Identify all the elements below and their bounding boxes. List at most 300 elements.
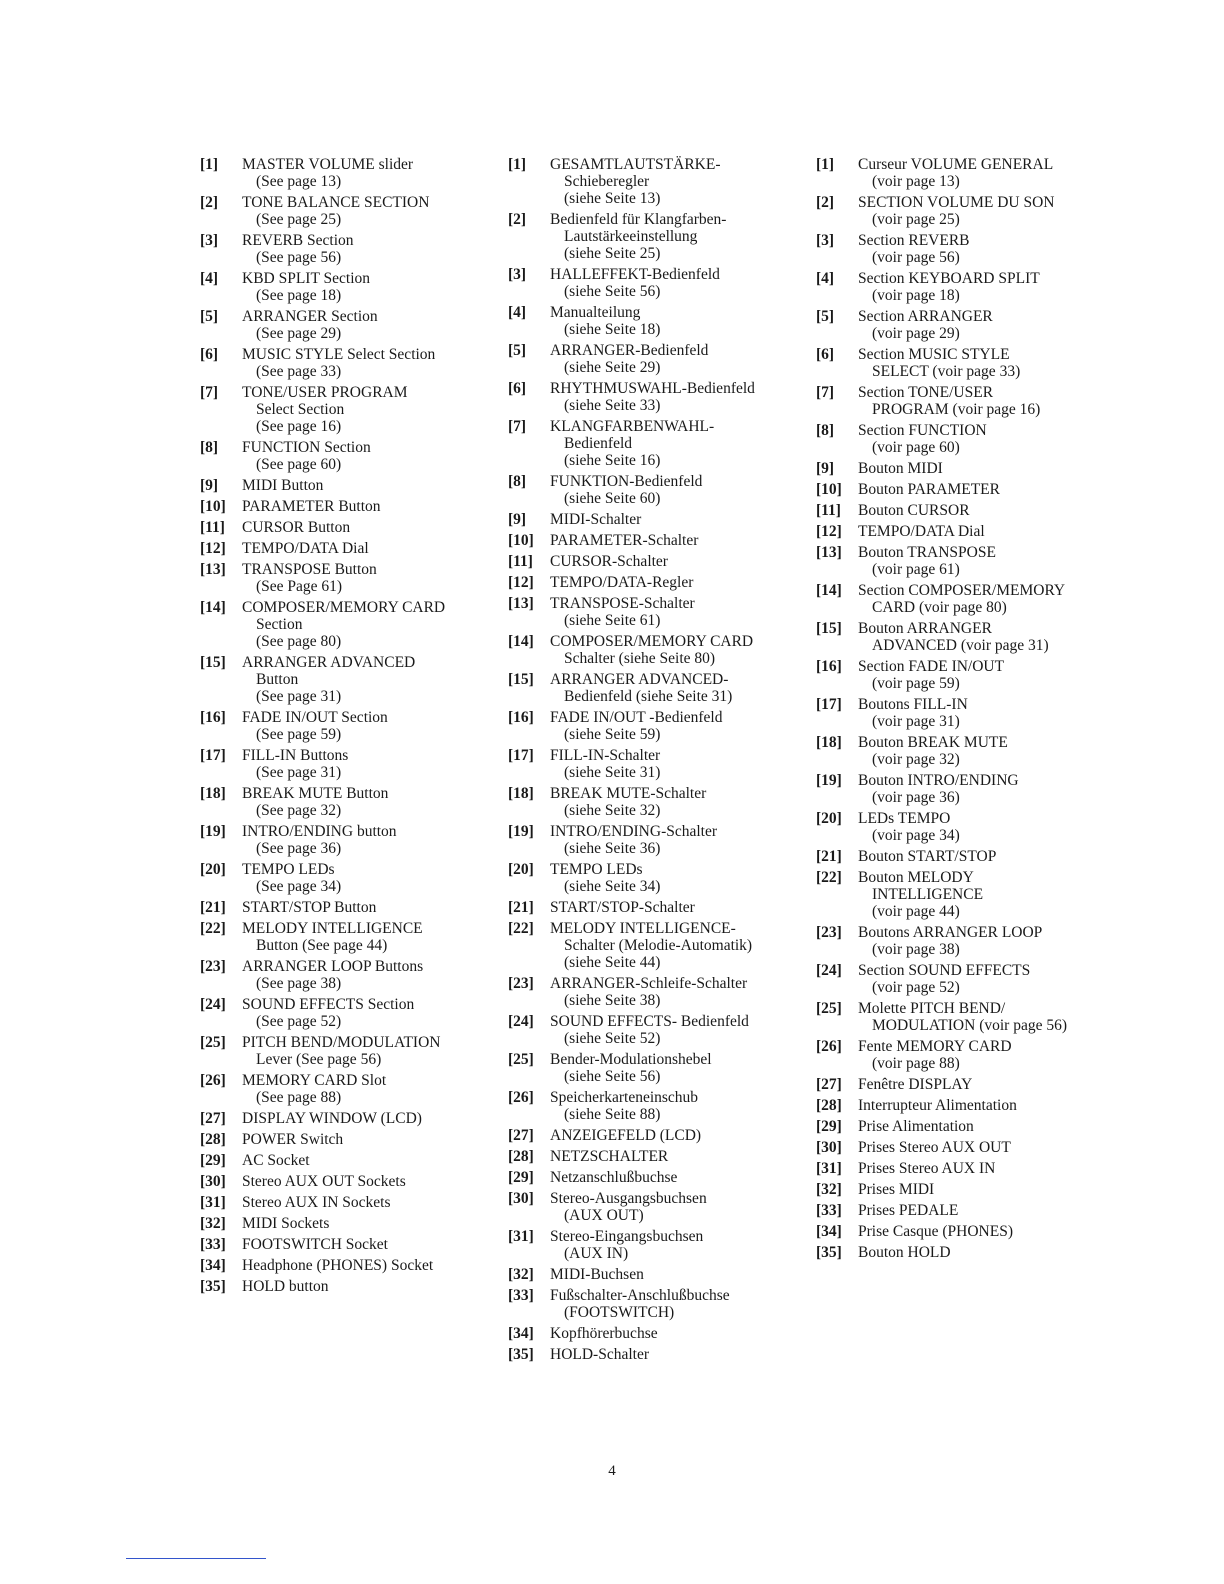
item-label: SOUND EFFECTS Section [242,996,415,1013]
item-number: [1] [200,156,219,173]
item-detail: SELECT (voir page 33) [872,363,1021,380]
list-item [508,266,798,300]
item-number: [4] [816,270,835,287]
list-item [200,156,490,190]
item-label: FADE IN/OUT -Bedienfeld [550,709,723,726]
item-detail: (siehe Seite 13) [564,190,661,207]
item-detail: (siehe Seite 31) [564,764,661,781]
item-label: HOLD button [242,1278,329,1295]
item-label: FILL-IN Buttons [242,747,349,764]
item-label: AC Socket [242,1152,310,1169]
item-label: Bouton CURSOR [858,502,970,519]
item-detail: Bedienfeld [564,435,633,452]
item-label: HOLD-Schalter [550,1346,649,1363]
item-label: TONE/USER PROGRAM [242,384,408,401]
list-item [816,1000,1106,1034]
item-detail: (See page 88) [256,1089,342,1106]
list-item [200,1236,490,1253]
list-item [200,439,490,473]
list-item [200,1152,490,1169]
item-label: Bouton ARRANGER [858,620,992,637]
item-number: [26] [200,1072,226,1089]
german-parts-list [508,156,798,1367]
list-item [508,304,798,338]
item-number: [6] [200,346,219,363]
item-label: Prise Alimentation [858,1118,974,1135]
item-detail: (See page 25) [256,211,342,228]
item-detail: Bedienfeld (siehe Seite 31) [564,688,733,705]
item-number: [24] [200,996,226,1013]
item-number: [2] [508,211,527,228]
item-label: Stereo AUX OUT Sockets [242,1173,406,1190]
item-label: Section MUSIC STYLE [858,346,1010,363]
item-detail: Select Section [256,401,345,418]
item-number: [8] [508,473,527,490]
item-label: ARRANGER LOOP Buttons [242,958,424,975]
list-item [816,523,1106,540]
list-item [816,869,1106,920]
item-label: Bouton MIDI [858,460,943,477]
item-number: [22] [816,869,842,886]
item-label: Netzanschlußbuchse [550,1169,678,1186]
list-item [816,658,1106,692]
item-number: [29] [200,1152,226,1169]
item-number: [34] [816,1223,842,1240]
item-number: [31] [816,1160,842,1177]
item-number: [12] [200,540,226,557]
item-label: Section FADE IN/OUT [858,658,1005,675]
item-number: [5] [816,308,835,325]
item-detail: (voir page 61) [872,561,960,578]
list-item [508,1228,798,1262]
item-label: MIDI-Buchsen [550,1266,644,1283]
item-number: [32] [816,1181,842,1198]
item-detail: (voir page 52) [872,979,960,996]
list-item [508,1190,798,1224]
item-number: [22] [508,920,534,937]
list-item [200,519,490,536]
item-label: TEMPO/DATA Dial [858,523,985,540]
item-detail: (siehe Seite 32) [564,802,661,819]
item-label: Boutons FILL-IN [858,696,968,713]
item-detail: (AUX OUT) [564,1207,644,1224]
item-detail: Button [256,671,299,688]
item-label: Boutons ARRANGER LOOP [858,924,1043,941]
item-label: Manualteilung [550,304,641,321]
item-number: [23] [200,958,226,975]
item-number: [32] [200,1215,226,1232]
item-label: CURSOR Button [242,519,351,536]
item-label: Bouton INTRO/ENDING [858,772,1019,789]
item-number: [15] [200,654,226,671]
item-label: GESAMTLAUTSTÄRKE- [550,156,721,173]
item-detail: (See page 31) [256,764,342,781]
item-detail: Schieberegler [564,173,650,190]
item-number: [27] [200,1110,226,1127]
list-item [816,924,1106,958]
item-number: [10] [200,498,226,515]
item-detail: Button (See page 44) [256,937,388,954]
item-label: MIDI Button [242,477,324,494]
item-number: [2] [200,194,219,211]
list-item [200,1173,490,1190]
item-number: [8] [200,439,219,456]
list-item [508,473,798,507]
item-label: REVERB Section [242,232,354,249]
item-label: SECTION VOLUME DU SON [858,194,1055,211]
item-label: MASTER VOLUME slider [242,156,414,173]
item-number: [6] [508,380,527,397]
item-number: [8] [816,422,835,439]
item-number: [9] [816,460,835,477]
item-label: Section ARRANGER [858,308,993,325]
list-item [816,1223,1106,1240]
item-number: [23] [816,924,842,941]
item-detail: Lever (See page 56) [256,1051,382,1068]
list-item [508,595,798,629]
item-number: [11] [816,502,841,519]
item-number: [25] [816,1000,842,1017]
item-label: Interrupteur Alimentation [858,1097,1017,1114]
item-label: CURSOR-Schalter [550,553,668,570]
list-item [816,1181,1106,1198]
item-detail: (voir page 31) [872,713,960,730]
item-label: ARRANGER-Schleife-Schalter [550,975,748,992]
item-detail: (See page 34) [256,878,342,895]
item-label: MEMORY CARD Slot [242,1072,387,1089]
item-number: [21] [200,899,226,916]
list-item [508,418,798,469]
item-label: Stereo-Eingangsbuchsen [550,1228,704,1245]
item-number: [34] [200,1257,226,1274]
item-label: TEMPO LEDs [550,861,643,878]
item-detail: (See page 36) [256,840,342,857]
item-detail: (voir page 56) [872,249,960,266]
item-detail: (See page 29) [256,325,342,342]
item-label: MIDI-Schalter [550,511,642,528]
item-detail: (siehe Seite 56) [564,1068,661,1085]
list-item [508,747,798,781]
item-detail: (siehe Seite 25) [564,245,661,262]
list-item [200,1215,490,1232]
list-item [508,709,798,743]
item-detail: (siehe Seite 29) [564,359,661,376]
item-number: [4] [508,304,527,321]
item-label: TEMPO/DATA-Regler [550,574,694,591]
item-label: KLANGFARBENWAHL- [550,418,715,435]
item-label: Stereo-Ausgangsbuchsen [550,1190,707,1207]
list-item [200,996,490,1030]
item-label: Molette PITCH BEND/ [858,1000,1006,1017]
list-item [200,785,490,819]
list-item [200,599,490,650]
item-detail: (siehe Seite 36) [564,840,661,857]
list-item [816,481,1106,498]
list-item [508,1089,798,1123]
item-label: Prises Stereo AUX OUT [858,1139,1011,1156]
list-item [200,709,490,743]
item-number: [16] [508,709,534,726]
list-item [200,920,490,954]
item-number: [19] [200,823,226,840]
item-number: [35] [508,1346,534,1363]
list-item [508,1287,798,1321]
item-number: [27] [816,1076,842,1093]
item-number: [9] [508,511,527,528]
item-number: [31] [508,1228,534,1245]
list-item [816,582,1106,616]
item-number: [29] [508,1169,534,1186]
item-detail: (siehe Seite 34) [564,878,661,895]
item-detail: ADVANCED (voir page 31) [872,637,1049,654]
item-detail: (See page 18) [256,287,342,304]
list-item [200,384,490,435]
list-item [816,544,1106,578]
list-item [816,1244,1106,1261]
list-item [200,1131,490,1148]
item-detail: (See page 16) [256,418,342,435]
item-label: Fente MEMORY CARD [858,1038,1012,1055]
list-item [816,848,1106,865]
item-detail: CARD (voir page 80) [872,599,1007,616]
item-number: [23] [508,975,534,992]
item-detail: (voir page 44) [872,903,960,920]
item-number: [10] [508,532,534,549]
list-item [508,1266,798,1283]
item-number: [29] [816,1118,842,1135]
item-detail: (voir page 18) [872,287,960,304]
item-detail: (siehe Seite 61) [564,612,661,629]
item-detail: (See page 80) [256,633,342,650]
item-detail: (siehe Seite 38) [564,992,661,1009]
item-label: SOUND EFFECTS- Bedienfeld [550,1013,749,1030]
list-item [508,899,798,916]
item-label: BREAK MUTE Button [242,785,389,802]
item-number: [20] [200,861,226,878]
list-item [816,270,1106,304]
item-label: MELODY INTELLIGENCE [242,920,423,937]
list-item [200,1278,490,1295]
list-item [816,1202,1106,1219]
item-number: [34] [508,1325,534,1342]
list-item [200,540,490,557]
list-item [200,1072,490,1106]
item-detail: (See page 56) [256,249,342,266]
item-label: DISPLAY WINDOW (LCD) [242,1110,422,1127]
list-item [200,477,490,494]
item-number: [35] [816,1244,842,1261]
list-item [816,308,1106,342]
list-item [200,654,490,705]
list-item [816,384,1106,418]
list-item [508,1148,798,1165]
item-number: [30] [816,1139,842,1156]
item-detail: (siehe Seite 59) [564,726,661,743]
item-detail: (voir page 59) [872,675,960,692]
item-detail: Schalter (Melodie-Automatik) [564,937,753,954]
french-parts-list [816,156,1106,1265]
item-number: [1] [816,156,835,173]
item-detail: (AUX IN) [564,1245,629,1262]
item-number: [24] [816,962,842,979]
list-item [200,823,490,857]
item-number: [32] [508,1266,534,1283]
item-number: [14] [816,582,842,599]
list-item [200,561,490,595]
item-label: Bouton MELODY [858,869,974,886]
page-number: 4 [608,1463,616,1479]
item-number: [28] [508,1148,534,1165]
item-number: [19] [816,772,842,789]
item-number: [3] [508,266,527,283]
list-item [508,1325,798,1342]
item-detail: MODULATION (voir page 56) [872,1017,1067,1034]
item-number: [30] [200,1173,226,1190]
list-item [200,308,490,342]
list-item [200,747,490,781]
item-label: FOOTSWITCH Socket [242,1236,388,1253]
list-item [508,1051,798,1085]
item-number: [12] [816,523,842,540]
item-label: Bouton HOLD [858,1244,951,1261]
list-item [816,1160,1106,1177]
item-number: [16] [200,709,226,726]
item-label: COMPOSER/MEMORY CARD [242,599,446,616]
item-label: INTRO/ENDING button [242,823,397,840]
item-number: [15] [508,671,534,688]
item-label: LEDs TEMPO [858,810,951,827]
item-number: [13] [200,561,226,578]
item-number: [33] [816,1202,842,1219]
list-item [200,1110,490,1127]
item-number: [13] [816,544,842,561]
item-number: [25] [200,1034,226,1051]
item-number: [17] [200,747,226,764]
item-number: [31] [200,1194,226,1211]
list-item [508,532,798,549]
list-item [508,671,798,705]
item-detail: (voir page 34) [872,827,960,844]
item-detail: (siehe Seite 44) [564,954,661,971]
list-item [200,1034,490,1068]
item-detail: (See page 32) [256,802,342,819]
list-item [816,502,1106,519]
item-label: Section SOUND EFFECTS [858,962,1031,979]
item-label: Section TONE/USER [858,384,994,401]
item-detail: (voir page 60) [872,439,960,456]
list-item [508,823,798,857]
item-label: TRANSPOSE-Schalter [550,595,695,612]
item-label: ARRANGER ADVANCED [242,654,416,671]
item-detail: (See page 13) [256,173,342,190]
item-detail: (See page 59) [256,726,342,743]
list-item [508,1127,798,1144]
item-detail: Section [256,616,303,633]
item-label: PARAMETER Button [242,498,381,515]
item-number: [22] [200,920,226,937]
item-label: FILL-IN-Schalter [550,747,661,764]
item-label: INTRO/ENDING-Schalter [550,823,718,840]
item-detail: (voir page 38) [872,941,960,958]
item-label: START/STOP-Schalter [550,899,695,916]
item-number: [18] [816,734,842,751]
item-label: TONE BALANCE SECTION [242,194,430,211]
item-label: Speicherkarteneinschub [550,1089,699,1106]
item-detail: (siehe Seite 56) [564,283,661,300]
list-item [200,232,490,266]
item-detail: Schalter (siehe Seite 80) [564,650,716,667]
list-item [200,270,490,304]
item-label: MELODY INTELLIGENCE- [550,920,736,937]
item-detail: (siehe Seite 88) [564,1106,661,1123]
item-detail: (siehe Seite 18) [564,321,661,338]
item-number: [3] [816,232,835,249]
item-label: Bedienfeld für Klangfarben- [550,211,727,228]
item-label: Bouton BREAK MUTE [858,734,1008,751]
item-label: Curseur VOLUME GENERAL [858,156,1054,173]
list-item [508,861,798,895]
item-label: COMPOSER/MEMORY CARD [550,633,754,650]
item-number: [21] [508,899,534,916]
item-label: ARRANGER ADVANCED- [550,671,729,688]
item-number: [18] [200,785,226,802]
list-item [816,422,1106,456]
item-number: [5] [200,308,219,325]
list-item [508,1169,798,1186]
item-detail: (See page 38) [256,975,342,992]
item-number: [11] [200,519,225,536]
list-item [200,346,490,380]
item-number: [33] [200,1236,226,1253]
item-detail: (See page 33) [256,363,342,380]
item-label: KBD SPLIT Section [242,270,371,287]
item-number: [28] [816,1097,842,1114]
item-detail: INTELLIGENCE [872,886,984,903]
list-item [508,211,798,262]
item-number: [24] [508,1013,534,1030]
item-number: [27] [508,1127,534,1144]
list-item [508,920,798,971]
item-number: [15] [816,620,842,637]
item-label: Fenêtre DISPLAY [858,1076,973,1093]
item-label: TRANSPOSE Button [242,561,377,578]
list-item [816,1097,1106,1114]
item-label: FUNCTION Section [242,439,371,456]
item-label: TEMPO/DATA Dial [242,540,369,557]
list-item [508,342,798,376]
item-label: START/STOP Button [242,899,377,916]
item-number: [25] [508,1051,534,1068]
item-detail: (siehe Seite 16) [564,452,661,469]
item-number: [20] [508,861,534,878]
item-detail: (voir page 36) [872,789,960,806]
item-label: Prise Casque (PHONES) [858,1223,1013,1240]
item-label: PITCH BEND/MODULATION [242,1034,441,1051]
item-detail: (FOOTSWITCH) [564,1304,675,1321]
item-number: [7] [200,384,219,401]
list-item [508,975,798,1009]
item-label: Fußschalter-Anschlußbuchse [550,1287,730,1304]
item-label: Bouton PARAMETER [858,481,1000,498]
item-number: [9] [200,477,219,494]
list-item [508,574,798,591]
item-number: [14] [508,633,534,650]
item-label: Section COMPOSER/MEMORY [858,582,1066,599]
item-label: HALLEFFEKT-Bedienfeld [550,266,720,283]
item-label: MUSIC STYLE Select Section [242,346,436,363]
item-number: [11] [508,553,533,570]
list-item [816,734,1106,768]
